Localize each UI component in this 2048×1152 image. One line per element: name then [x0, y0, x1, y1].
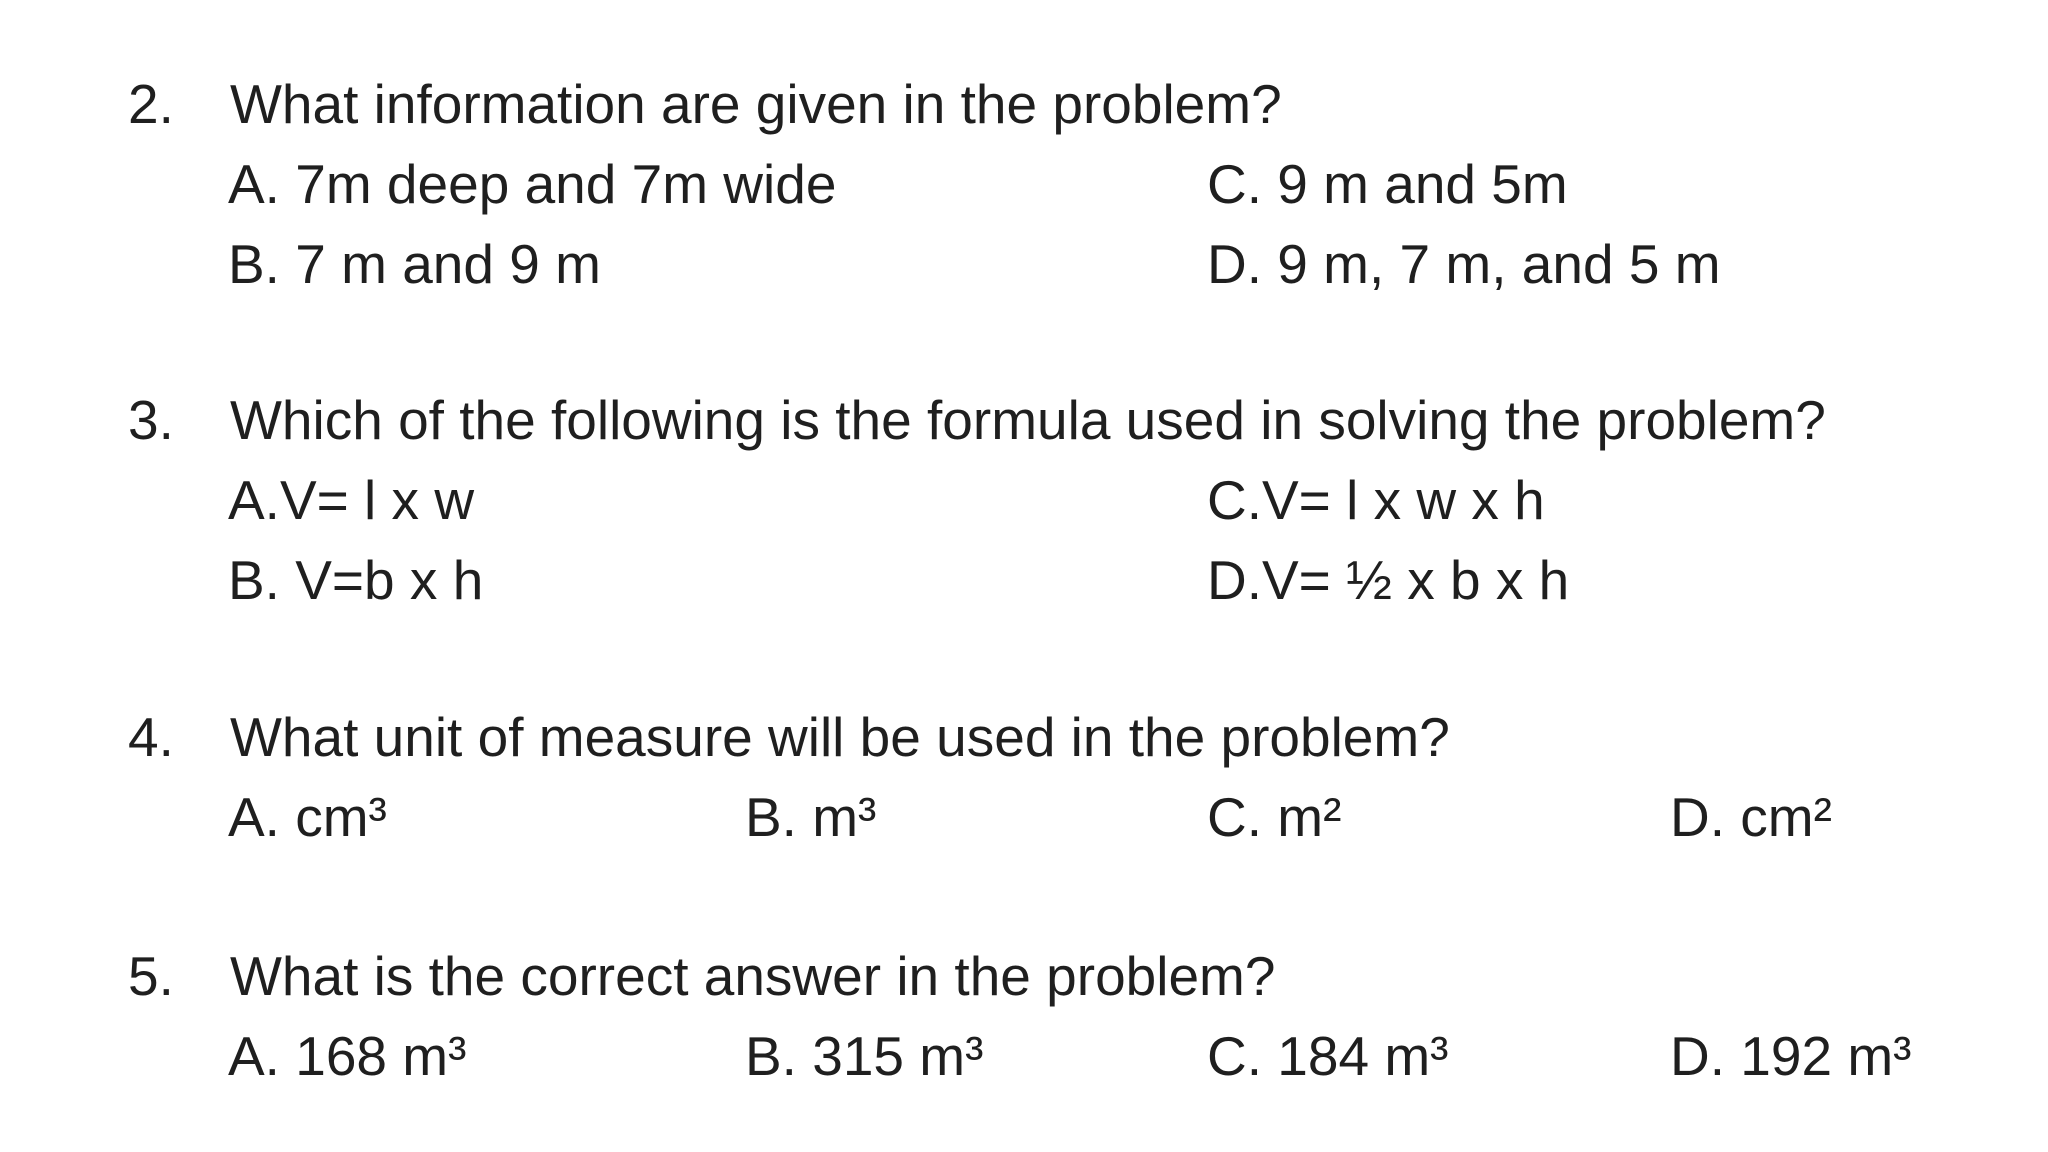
option-c: C.V= l x w x h	[1207, 469, 1545, 531]
option-d: D. 9 m, 7 m, and 5 m	[1207, 233, 1721, 295]
option-b: B. m³	[745, 786, 877, 848]
question-text: Which of the following is the formula used in solving the problem?	[230, 389, 1826, 451]
option-b: B. V=b x h	[228, 549, 484, 611]
option-c: C. 184 m³	[1207, 1025, 1449, 1087]
option-d: D. cm²	[1670, 786, 1832, 848]
option-c: C. m²	[1207, 786, 1342, 848]
option-c: C. 9 m and 5m	[1207, 153, 1568, 215]
option-a: A. 7m deep and 7m wide	[228, 153, 837, 215]
question-text: What information are given in the problem?	[230, 73, 1282, 135]
question-number: 2.	[128, 73, 174, 135]
option-d: D.V= ½ x b x h	[1207, 549, 1570, 611]
option-b: B. 315 m³	[745, 1025, 984, 1087]
question-number: 4.	[128, 706, 174, 768]
option-a: A. cm³	[228, 786, 387, 848]
question-number: 3.	[128, 389, 174, 451]
option-b: B. 7 m and 9 m	[228, 233, 601, 295]
option-d: D. 192 m³	[1670, 1025, 1912, 1087]
option-a: A. 168 m³	[228, 1025, 467, 1087]
option-a: A.V= l x w	[228, 469, 475, 531]
question-text: What is the correct answer in the problem?	[230, 945, 1276, 1007]
question-number: 5.	[128, 945, 174, 1007]
question-text: What unit of measure will be used in the problem?	[230, 706, 1450, 768]
